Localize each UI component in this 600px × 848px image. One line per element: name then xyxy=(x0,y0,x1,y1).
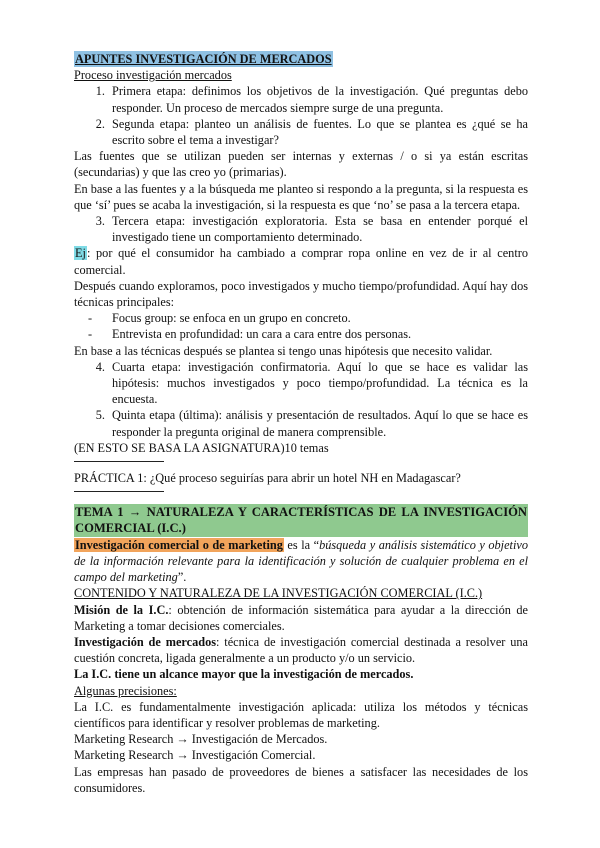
definition-end: ”. xyxy=(177,570,187,585)
document-title: APUNTES INVESTIGACIÓN DE MERCADOS xyxy=(75,52,332,66)
precision-2: Marketing Research → Investigación de Mercados. xyxy=(74,732,328,747)
mision-term: Misión de la I.C. xyxy=(74,602,169,617)
document-page xyxy=(74,51,528,796)
separator-line xyxy=(74,461,164,462)
example-text: : por qué el consumidor ha cambiado a comprar ropa online en vez de ir al centro comercial. xyxy=(74,246,528,277)
steps-list-a xyxy=(74,83,528,148)
precision-4: Las empresas han pasado de proveedores de bienes a satisfacer las necesidades de los consumidores. xyxy=(74,764,528,795)
document-title-line xyxy=(74,51,528,67)
invmerc-text: : técnica de investigación comercial destinada a resolver una cuestión concreta, ligada generalmente a un producto y/o un servicio. xyxy=(74,634,528,666)
invmerc-term: Investigación de mercados xyxy=(74,634,217,649)
paragraph-fuentes: Las fuentes que se utilizan pueden ser internas y externas / o si ya están escritas (secundarias) y que las creo yo (primarias). xyxy=(74,149,528,180)
precision-3: Marketing Research → Investigación Comercial. xyxy=(74,748,316,763)
separator-line-2 xyxy=(74,491,164,492)
definition-text: búsqueda y análisis sistemático y objetivo de la información relevante para la identificación y solución de cualquier problema en el campo del marketing xyxy=(74,537,528,585)
techniques-list xyxy=(74,310,528,342)
precision-1: La I.C. es fundamentalmente investigación aplicada: utiliza los métodos y técnicas científicos para identificar y resolver problemas de marketing. xyxy=(74,699,528,730)
mision-text: : obtención de información sistemática para ayudar a la dirección de Marketing a tomar decisiones comerciales. xyxy=(74,602,528,633)
technique-item-entrevista: - Entrevista en profundidad: un cara a cara entre dos personas. xyxy=(108,326,528,342)
paragraph-asignatura: (EN ESTO SE BASA LA ASIGNATURA)10 temas xyxy=(74,440,329,455)
alcance-line: La I.C. tiene un alcance mayor que la investigación de mercados. xyxy=(74,667,414,682)
steps-list-b xyxy=(74,359,528,440)
tema-heading: TEMA 1 → NATURALEZA Y CARACTERÍSTICAS DE LA INVESTIGACIÓN COMERCIAL (I.C.) xyxy=(75,505,527,536)
precisiones-heading: Algunas precisiones: xyxy=(74,683,177,698)
steps-list-3 xyxy=(74,213,528,245)
section-heading-proceso: Proceso investigación mercados xyxy=(74,68,232,83)
paragraph-tecnicas: En base a las técnicas después se plantea si tengo unas hipótesis que necesito validar. xyxy=(74,343,493,358)
paragraph-despues: Después cuando exploramos, poco investigados y mucho tiempo/profundidad. Aquí hay dos técnicas principales: xyxy=(74,278,528,310)
definition-term: Investigación comercial o de marketing xyxy=(75,537,283,552)
paragraph-base: En base a las fuentes y a la búsqueda me planteo si respondo a la pregunta, si la respuesta es que ‘sí’ pues se acaba la investigación, si la respuesta es que ‘no’ se pasa a la tercera etapa. xyxy=(74,181,528,212)
technique-item-focus: - Focus group: se enfoca en un grupo en concreto. xyxy=(108,310,528,326)
mision-paragraph xyxy=(74,602,528,634)
paragraph-example xyxy=(74,245,528,277)
definition-paragraph xyxy=(74,537,528,586)
definition-connector: es la “ xyxy=(283,537,320,552)
step-item-3: 3. Tercera etapa: investigación exploratoria. Esta se basa en entender porqué el investigado tiene un comportamiento determinado. xyxy=(108,213,528,245)
contenido-heading: CONTENIDO Y NATURALEZA DE LA INVESTIGACIÓN COMERCIAL (I.C.) xyxy=(74,586,483,601)
practica-line: PRÁCTICA 1: ¿Qué proceso seguirías para abrir un hotel NH en Madagascar? xyxy=(74,471,461,486)
step-item-1: 1. Primera etapa: definimos los objetivos de la investigación. Qué preguntas debo responder. Un proceso de mercados siempre surge de una pregunta. xyxy=(108,83,528,115)
invmerc-paragraph xyxy=(74,634,528,666)
step-item-2: 2. Segunda etapa: planteo un análisis de fuentes. Lo que se plantea es ¿qué se ha escrito sobre el tema a investigar? xyxy=(108,116,528,148)
step-item-5: 5. Quinta etapa (última): análisis y presentación de resultados. Aquí lo que se hace es responder la pregunta original de manera comprensible. xyxy=(108,407,528,439)
example-label: Ej xyxy=(75,246,86,261)
step-item-4: 4. Cuarta etapa: investigación confirmatoria. Aquí lo que se hace es validar las hipótesis: muchos investigados y poco tiempo/profundidad. La técnica es la encuesta. xyxy=(108,359,528,408)
